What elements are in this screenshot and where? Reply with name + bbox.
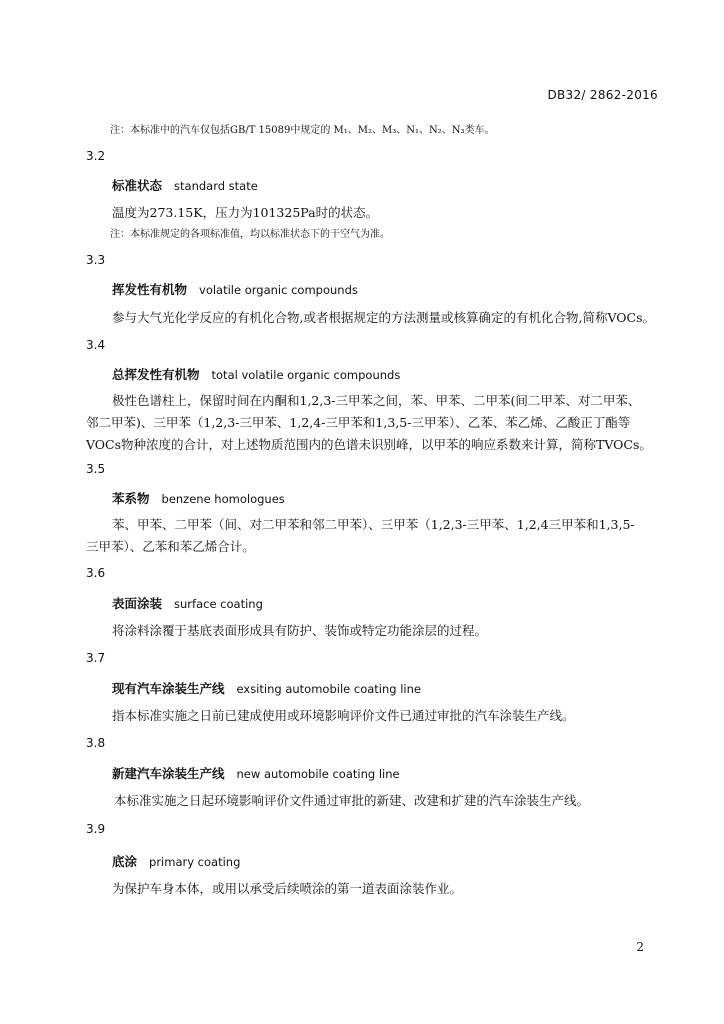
section-number: 3.7 <box>86 651 106 665</box>
term-heading <box>112 280 358 298</box>
note-standard-values: 注：本标准规定的各项标准值，均以标准状态下的干空气为准。 <box>110 229 390 240</box>
term-english: primary coating <box>149 855 241 869</box>
term-heading <box>112 176 258 194</box>
term-english: standard state <box>174 179 258 193</box>
section-number: 3.4 <box>86 338 106 352</box>
term-heading <box>112 852 240 870</box>
term-english: volatile organic compounds <box>199 283 358 297</box>
section-number: 3.5 <box>86 462 106 476</box>
section-number: 3.6 <box>86 566 106 580</box>
definition-line: 本标准实施之日起环境影响评价文件通过审批的新建、改建和扩建的汽车涂装生产线。 <box>114 793 590 808</box>
definition-line: 参与大气光化学反应的有机化合物,或者根据规定的方法测量或核算确定的有机化合物,简称VOCs。 <box>112 310 655 325</box>
term-chinese: 现有汽车涂装生产线 <box>112 681 225 696</box>
term-chinese: 新建汽车涂装生产线 <box>112 766 225 781</box>
term-chinese: 标准状态 <box>112 178 163 193</box>
section-number: 3.2 <box>86 149 106 163</box>
definition-line: 温度为273.15K，压力为101325Pa时的状态。 <box>112 205 379 220</box>
definition-line: 邻二甲苯)、三甲苯（1,2,3-三甲苯、1,2,4-三甲苯和1,3,5-三甲苯）、乙苯、苯乙烯、乙酸正丁酯等 <box>86 415 631 430</box>
definition-line: 苯、甲苯、二甲苯（间、对二甲苯和邻二甲苯）、三甲苯（1,2,3-三甲苯、1,2,4三甲苯和1,3,5- <box>112 517 635 532</box>
term-chinese: 总挥发性有机物 <box>112 367 200 382</box>
definition-line: VOCs物种浓度的合计，对上述物质范围内的色谱未识别峰，以甲苯的响应系数来计算，简称TVOCs。 <box>86 437 652 452</box>
note-vehicle-scope: 注：本标准中的汽车仅包括GB/T 15089中规定的 M₁、M₂、M₃、N₁、N₂、N₃类车。 <box>110 125 495 136</box>
definition-line: 为保护车身本体，或用以承受后续喷涂的第一道表面涂装作业。 <box>112 881 463 896</box>
term-english: exsiting automobile coating line <box>236 682 421 696</box>
definition-line: 指本标准实施之日前已建成使用或环境影响评价文件已通过审批的汽车涂装生产线。 <box>112 708 575 723</box>
term-english: surface coating <box>174 597 263 611</box>
section-number: 3.3 <box>86 253 106 267</box>
term-chinese: 苯系物 <box>112 491 150 506</box>
term-heading <box>112 594 263 612</box>
term-english: new automobile coating line <box>236 767 400 781</box>
definition-line: 极性色谱柱上，保留时间在内酮和1,2,3-三甲苯之间，苯、甲苯、二甲苯(间二甲苯、对二甲苯、 <box>112 393 641 408</box>
page-number: 2 <box>636 940 644 954</box>
term-chinese: 表面涂装 <box>112 596 163 611</box>
term-heading <box>112 489 285 507</box>
definition-line: 三甲苯）、乙苯和苯乙烯合计。 <box>86 539 255 554</box>
term-english: total volatile organic compounds <box>211 368 401 382</box>
term-heading <box>112 365 400 383</box>
definition-line: 将涂料涂覆于基底表面形成具有防护、装饰或特定功能涂层的过程。 <box>112 623 488 638</box>
term-heading <box>112 679 421 697</box>
term-chinese: 底涂 <box>112 854 138 869</box>
section-number: 3.9 <box>86 822 106 836</box>
term-heading <box>112 764 400 782</box>
document-code: DB32/ 2862-2016 <box>547 88 658 102</box>
section-number: 3.8 <box>86 736 106 750</box>
term-chinese: 挥发性有机物 <box>112 282 188 297</box>
term-english: benzene homologues <box>161 492 285 506</box>
